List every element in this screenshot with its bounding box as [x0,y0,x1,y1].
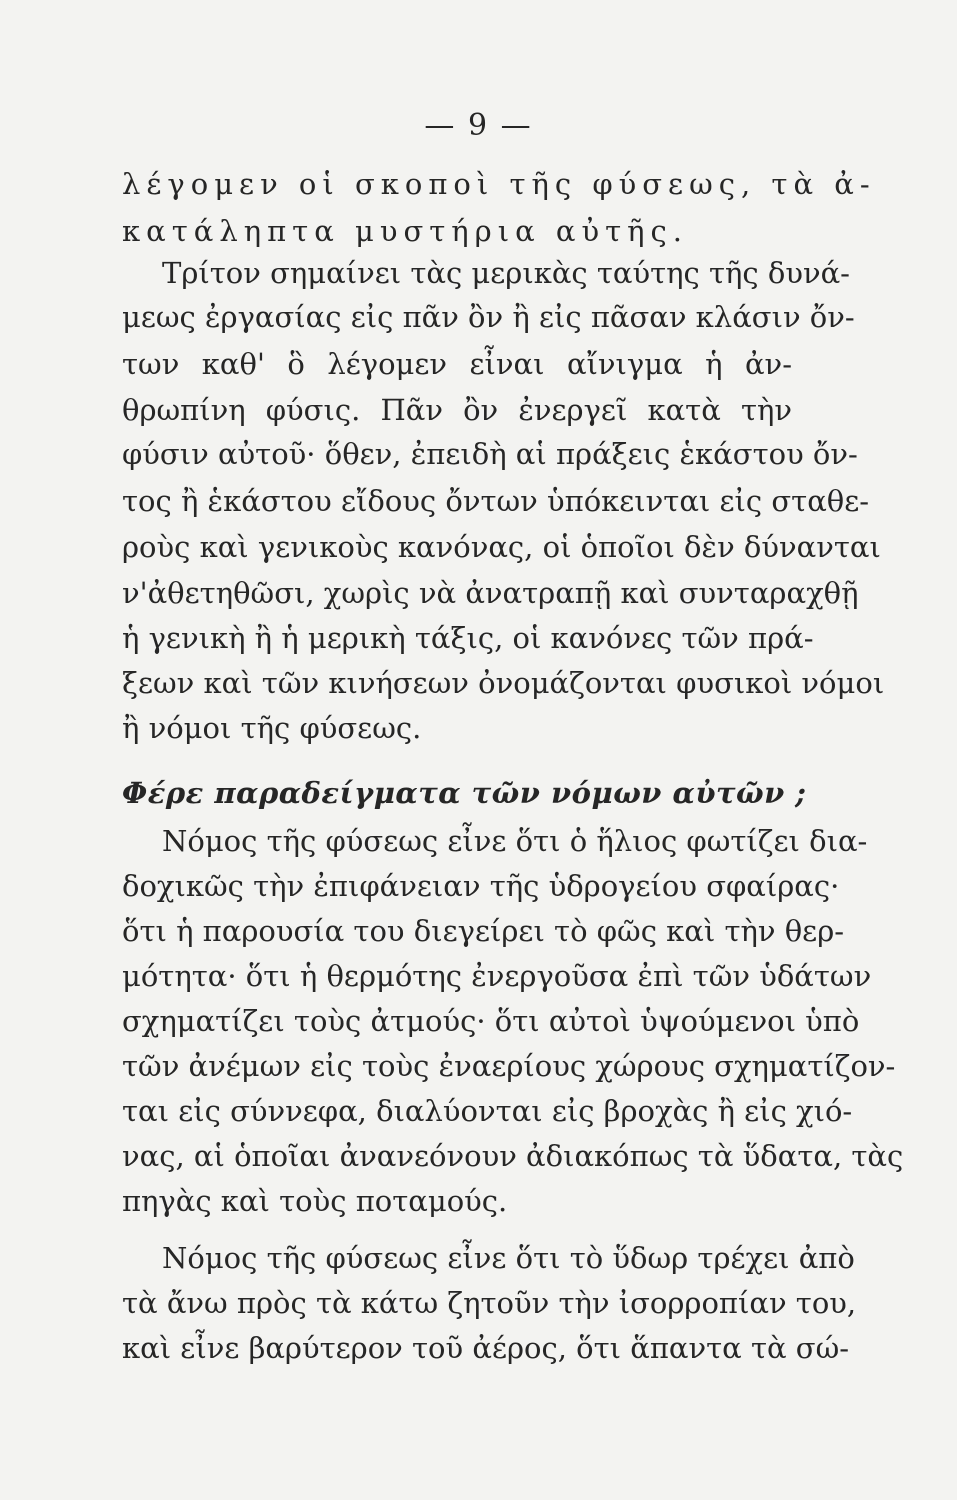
text-line: ἢ νόμοι τῆς φύσεως. [122,711,422,745]
question-heading: Φέρε παραδείγματα τῶν νόμων αὐτῶν ; [122,776,807,810]
text-line: Νόμος τῆς φύσεως εἶνε ὅτι τὸ ὕδωρ τρέχει ἀπὸ [162,1241,855,1275]
page-number: — 9 — [424,108,533,143]
text-line: ροὺς καὶ γενικοὺς κανόνας, οἱ ὁποῖοι δὲν δύνανται [122,530,881,564]
text-line: των καθ' ὃ λέγομεν εἶναι αἴνιγμα ἡ ἀν- [122,347,792,381]
text-line: κατάληπτα μυστήρια αὐτῆς. [122,214,688,248]
text-line: πηγὰς καὶ τοὺς ποταμούς. [122,1184,508,1218]
text-line: καὶ εἶνε βαρύτερον τοῦ ἀέρος, ὅτι ἅπαντα τὰ σώ- [122,1331,850,1365]
text-line: ὅτι ἡ παρουσία του διεγείρει τὸ φῶς καὶ τὴν θερ- [122,914,845,948]
text-line: δοχικῶς τὴν ἐπιφάνειαν τῆς ὑδρογείου σφαίρας· [122,869,840,903]
text-line: ται εἰς σύννεφα, διαλύονται εἰς βροχὰς ἢ εἰς χιό- [122,1094,853,1128]
text-line: τῶν ἀνέμων εἰς τοὺς ἐναερίους χώρους σχηματίζον- [122,1049,896,1083]
text-line: μεως ἐργασίας εἰς πᾶν ὂν ἢ εἰς πᾶσαν κλάσιν ὄν- [122,300,855,334]
text-line: λέγομεν οἱ σκοποὶ τῆς φύσεως, τὰ ἀ- [122,167,876,201]
text-line: ξεων καὶ τῶν κινήσεων ὀνομάζονται φυσικοὶ νόμοι [122,666,885,700]
text-line: Νόμος τῆς φύσεως εἶνε ὅτι ὁ ἥλιος φωτίζει δια- [162,824,868,858]
text-line: ν'ἀθετηθῶσι, χωρὶς νὰ ἀνατραπῇ καὶ συνταραχθῇ [122,576,859,610]
text-line: Τρίτον σημαίνει τὰς μερικὰς ταύτης τῆς δυνά- [162,256,850,290]
text-line: νας, αἱ ὁποῖαι ἀνανεόνουν ἀδιακόπως τὰ ὕδατα, τὰς [122,1139,904,1173]
text-line: ἡ γενικὴ ἢ ἡ μερικὴ τάξις, οἱ κανόνες τῶν πρά- [122,621,814,655]
text-line: σχηματίζει τοὺς ἀτμούς· ὅτι αὐτοὶ ὑψούμενοι ὑπὸ [122,1004,860,1038]
text-line: θρωπίνη φύσις. Πᾶν ὂν ἐνεργεῖ κατὰ τὴν [122,393,792,427]
text-line: φύσιν αὐτοῦ· ὅθεν, ἐπειδὴ αἱ πράξεις ἑκάστου ὄν- [122,437,858,471]
text-line: τὰ ἄνω πρὸς τὰ κάτω ζητοῦν τὴν ἰσορροπίαν του, [122,1286,857,1320]
text-line: μότητα· ὅτι ἡ θερμότης ἐνεργοῦσα ἐπὶ τῶν ὑδάτων [122,959,872,993]
text-line: τος ἢ ἑκάστου εἴδους ὄντων ὑπόκεινται εἰς σταθε- [122,484,870,518]
